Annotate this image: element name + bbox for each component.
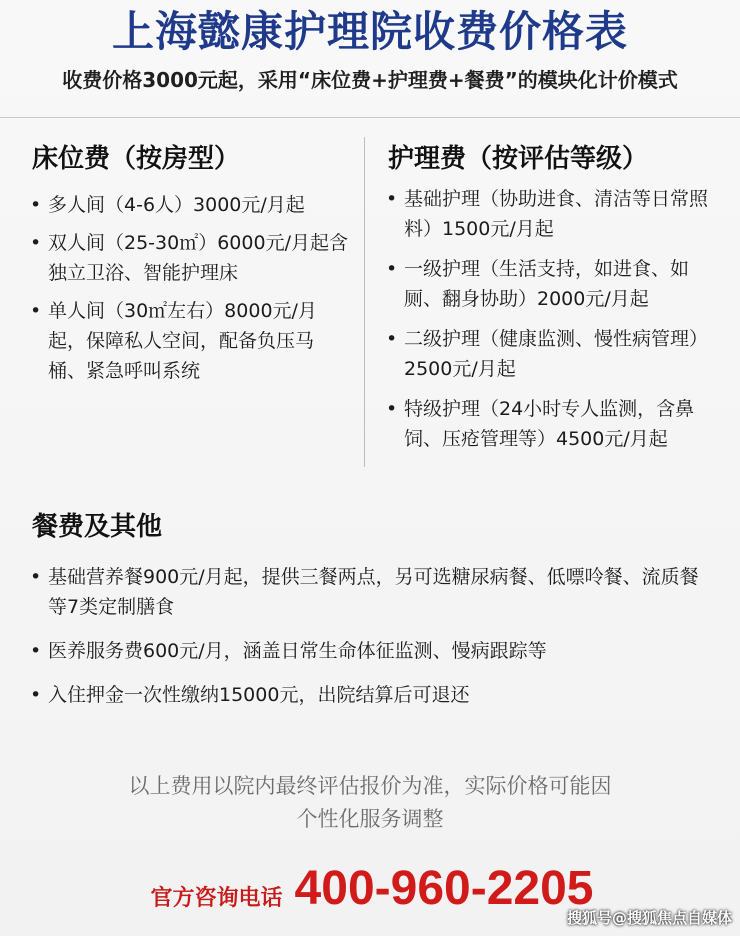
hotline-label: 官方咨询电话 [150, 886, 283, 911]
bullet-icon: • [30, 640, 42, 662]
meal-fee-text: 医养服务费600元/月，涵盖日常生命体征监测、慢病跟踪等 [48, 640, 547, 662]
bullet-icon: • [30, 684, 42, 706]
bullet-icon: • [30, 232, 42, 254]
bullet-icon: • [30, 194, 42, 216]
care-fees-list [384, 184, 710, 454]
bed-fee-text: 多人间（4-6人）3000元/月起 [48, 194, 305, 216]
bullet-icon: • [386, 188, 398, 210]
meal-fee-text: 基础营养餐900元/月起，提供三餐两点，另可选糖尿病餐、低嘌呤餐、流质餐等7类定制膳食 [48, 566, 699, 618]
list-item [28, 562, 712, 622]
list-item [28, 636, 712, 666]
meal-fees-list [28, 562, 712, 710]
page-subtitle: 收费价格3000元起，采用“床位费+护理费+餐费”的模块化计价模式 [62, 68, 678, 92]
list-item [28, 228, 350, 288]
bullet-icon: • [386, 398, 398, 420]
bed-fee-text: 双人间（25-30㎡）6000元/月起含独立卫浴、智能护理床 [48, 232, 348, 284]
list-item [384, 394, 710, 454]
header-divider [0, 117, 740, 118]
page-title: 上海懿康护理院收费价格表 [111, 7, 628, 56]
bed-fee-text: 单人间（30㎡左右）8000元/月起，保障私人空间，配备负压马桶、紧急呼叫系统 [48, 300, 317, 382]
bullet-icon: • [30, 300, 42, 322]
bed-fees-list [28, 190, 350, 386]
column-divider [364, 137, 365, 467]
list-item [28, 680, 712, 710]
care-fees-title: 护理费（按评估等级） [388, 144, 649, 174]
care-fee-text: 特级护理（24小时专人监测，含鼻饲、压疮管理等）4500元/月起 [404, 398, 695, 450]
list-item [384, 184, 710, 244]
list-item [28, 296, 350, 386]
care-fee-text: 二级护理（健康监测、慢性病管理）2500元/月起 [404, 328, 709, 380]
bullet-icon: • [30, 566, 42, 588]
bed-fees-title: 床位费（按房型） [32, 144, 241, 174]
disclaimer-note: 以上费用以院内最终评估报价为准，实际价格可能因个性化服务调整 [128, 774, 612, 831]
bullet-icon: • [386, 258, 398, 280]
watermark: 搜狐号@搜狐焦点自媒体 [566, 909, 732, 927]
care-fee-text: 基础护理（协助进食、清洁等日常照料）1500元/月起 [404, 188, 709, 240]
meal-fee-text: 入住押金一次性缴纳15000元，出院结算后可退还 [48, 684, 470, 706]
list-item [28, 190, 350, 220]
hotline-number[interactable]: 400-960-2205 [294, 862, 594, 915]
list-item [384, 254, 710, 314]
care-fee-text: 一级护理（生活支持，如进食、如厕、翻身协助）2000元/月起 [404, 258, 690, 310]
list-item [384, 324, 710, 384]
bullet-icon: • [386, 328, 398, 350]
meal-fees-title: 餐费及其他 [32, 512, 163, 542]
